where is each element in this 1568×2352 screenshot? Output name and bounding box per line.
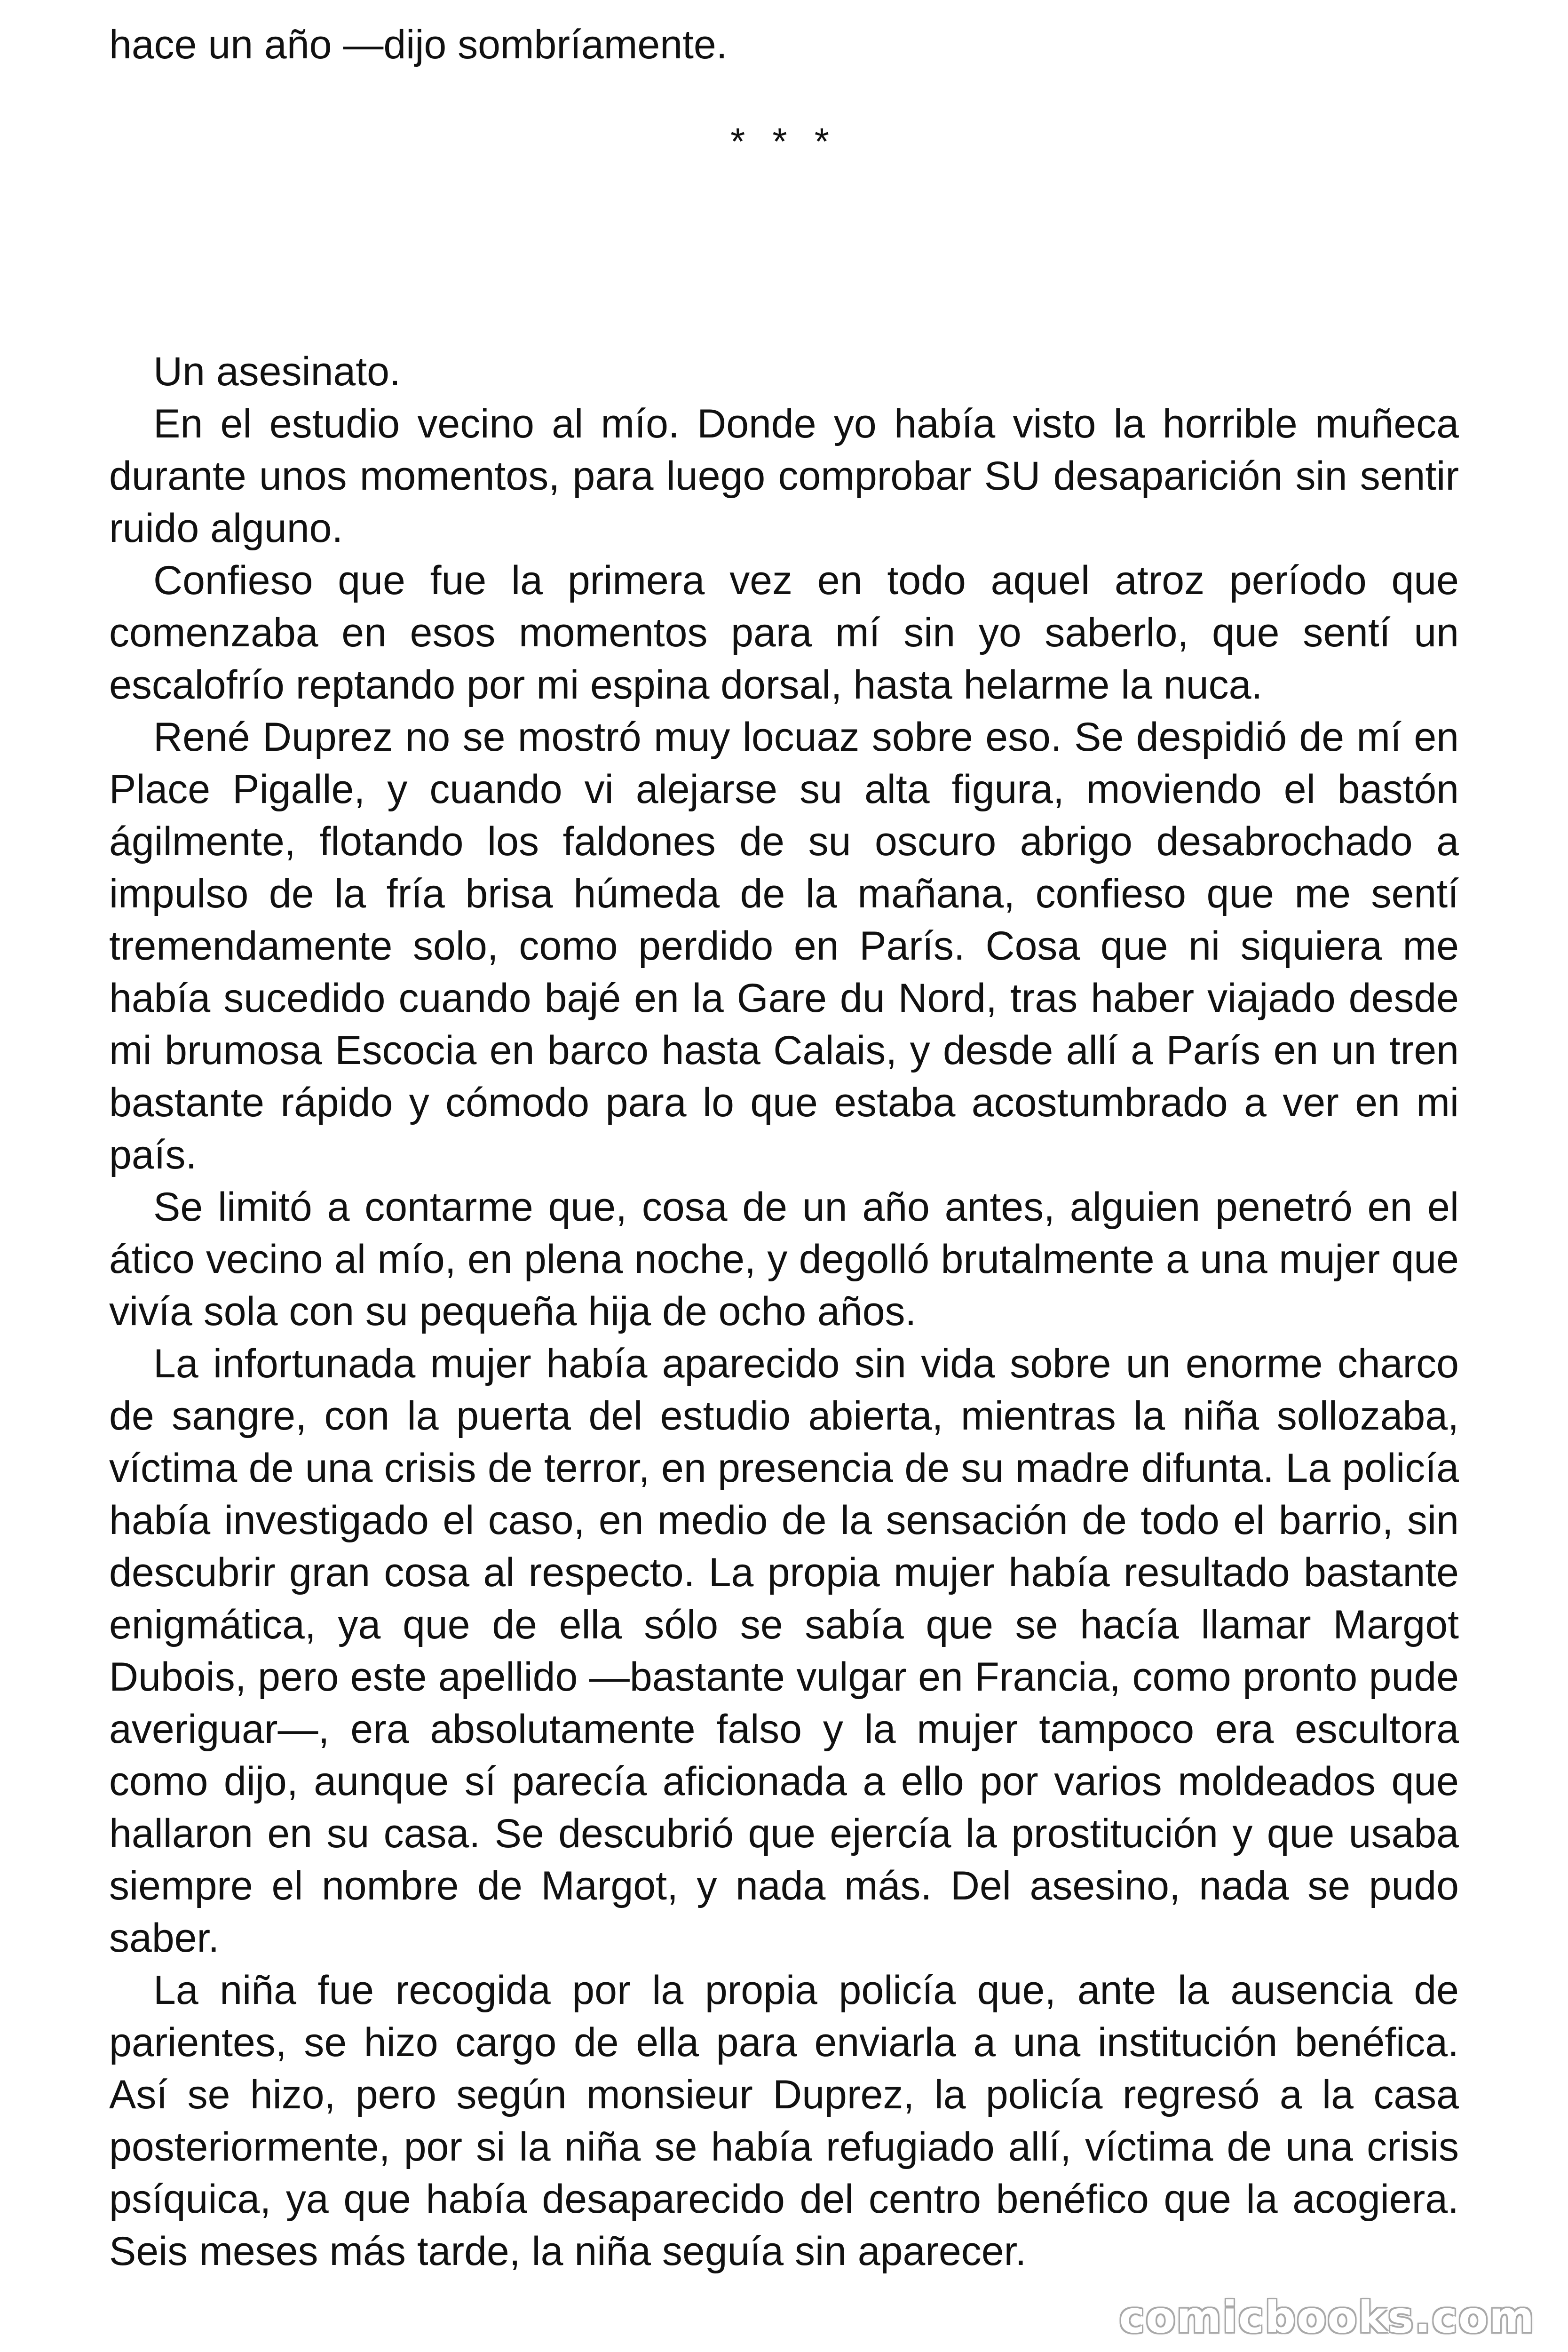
- paragraph-2: En el estudio vecino al mío. Donde yo había visto la horrible muñeca durante unos momentos, para luego comprobar SU desaparición sin sentir ruido alguno.: [109, 401, 1459, 551]
- watermark-logo: comicbooks.com: [1119, 2292, 1535, 2343]
- continued-line: hace un año —dijo sombríamente.: [109, 22, 728, 67]
- paragraph-1: Un asesinato.: [153, 349, 401, 394]
- scene-break: * * *: [730, 120, 838, 162]
- paragraph-4: René Duprez no se mostró muy locuaz sobre eso. Se despidió de mí en Place Pigalle, y cuando vi alejarse su alta figura, moviendo el bastón ágilmente, flotando los faldones de su oscuro abrigo desabrochado a impulso de la fría brisa húmeda de la mañana, confieso que me sentí tremendamente solo, como perdido en París. Cosa que ni siquiera me había sucedido cuando bajé en la Gare du Nord, tras haber viajado desde mi brumosa Escocia en barco hasta Calais, y desde allí a París en un tren bastante rápido y cómodo para lo que estaba acostumbrado a ver en mi país.: [109, 715, 1459, 1177]
- body-text: [109, 346, 1459, 2278]
- paragraph-3: Confieso que fue la primera vez en todo aquel atroz período que comenzaba en esos momentos para mí sin yo saberlo, que sentí un escalofrío reptando por mi espina dorsal, hasta helarme la nuca.: [109, 558, 1459, 707]
- paragraph-5: Se limitó a contarme que, cosa de un año antes, alguien penetró en el ático vecino al mío, en plena noche, y degolló brutalmente a una mujer que vivía sola con su pequeña hija de ocho años.: [109, 1184, 1459, 1334]
- document-page: [109, 0, 1459, 2352]
- paragraph-6: La infortunada mujer había aparecido sin vida sobre un enorme charco de sangre, con la puerta del estudio abierta, mientras la niña sollozaba, víctima de una crisis de terror, en presencia de su madre difunta. La policía había investigado el caso, en medio de la sensación de todo el barrio, sin descubrir gran cosa al respecto. La propia mujer había resultado bastante enigmática, ya que de ella sólo se sabía que se hacía llamar Margot Dubois, pero este apellido —bastante vulgar en Francia, como pronto pude averiguar—, era absolutamente falso y la mujer tampoco era escultora como dijo, aunque sí parecía aficionada a ello por varios moldeados que hallaron en su casa. Se descubrió que ejercía la prostitución y que usaba siempre el nombre de Margot, y nada más. Del asesino, nada se pudo saber.: [109, 1341, 1459, 1961]
- paragraph-7: La niña fue recogida por la propia policía que, ante la ausencia de parientes, se hizo cargo de ella para enviarla a una institución benéfica. Así se hizo, pero según monsieur Duprez, la policía regresó a la casa posteriormente, por si la niña se había refugiado allí, víctima de una crisis psíquica, ya que había desaparecido del centro benéfico que la acogiera. Seis meses más tarde, la niña seguía sin aparecer.: [109, 1968, 1459, 2274]
